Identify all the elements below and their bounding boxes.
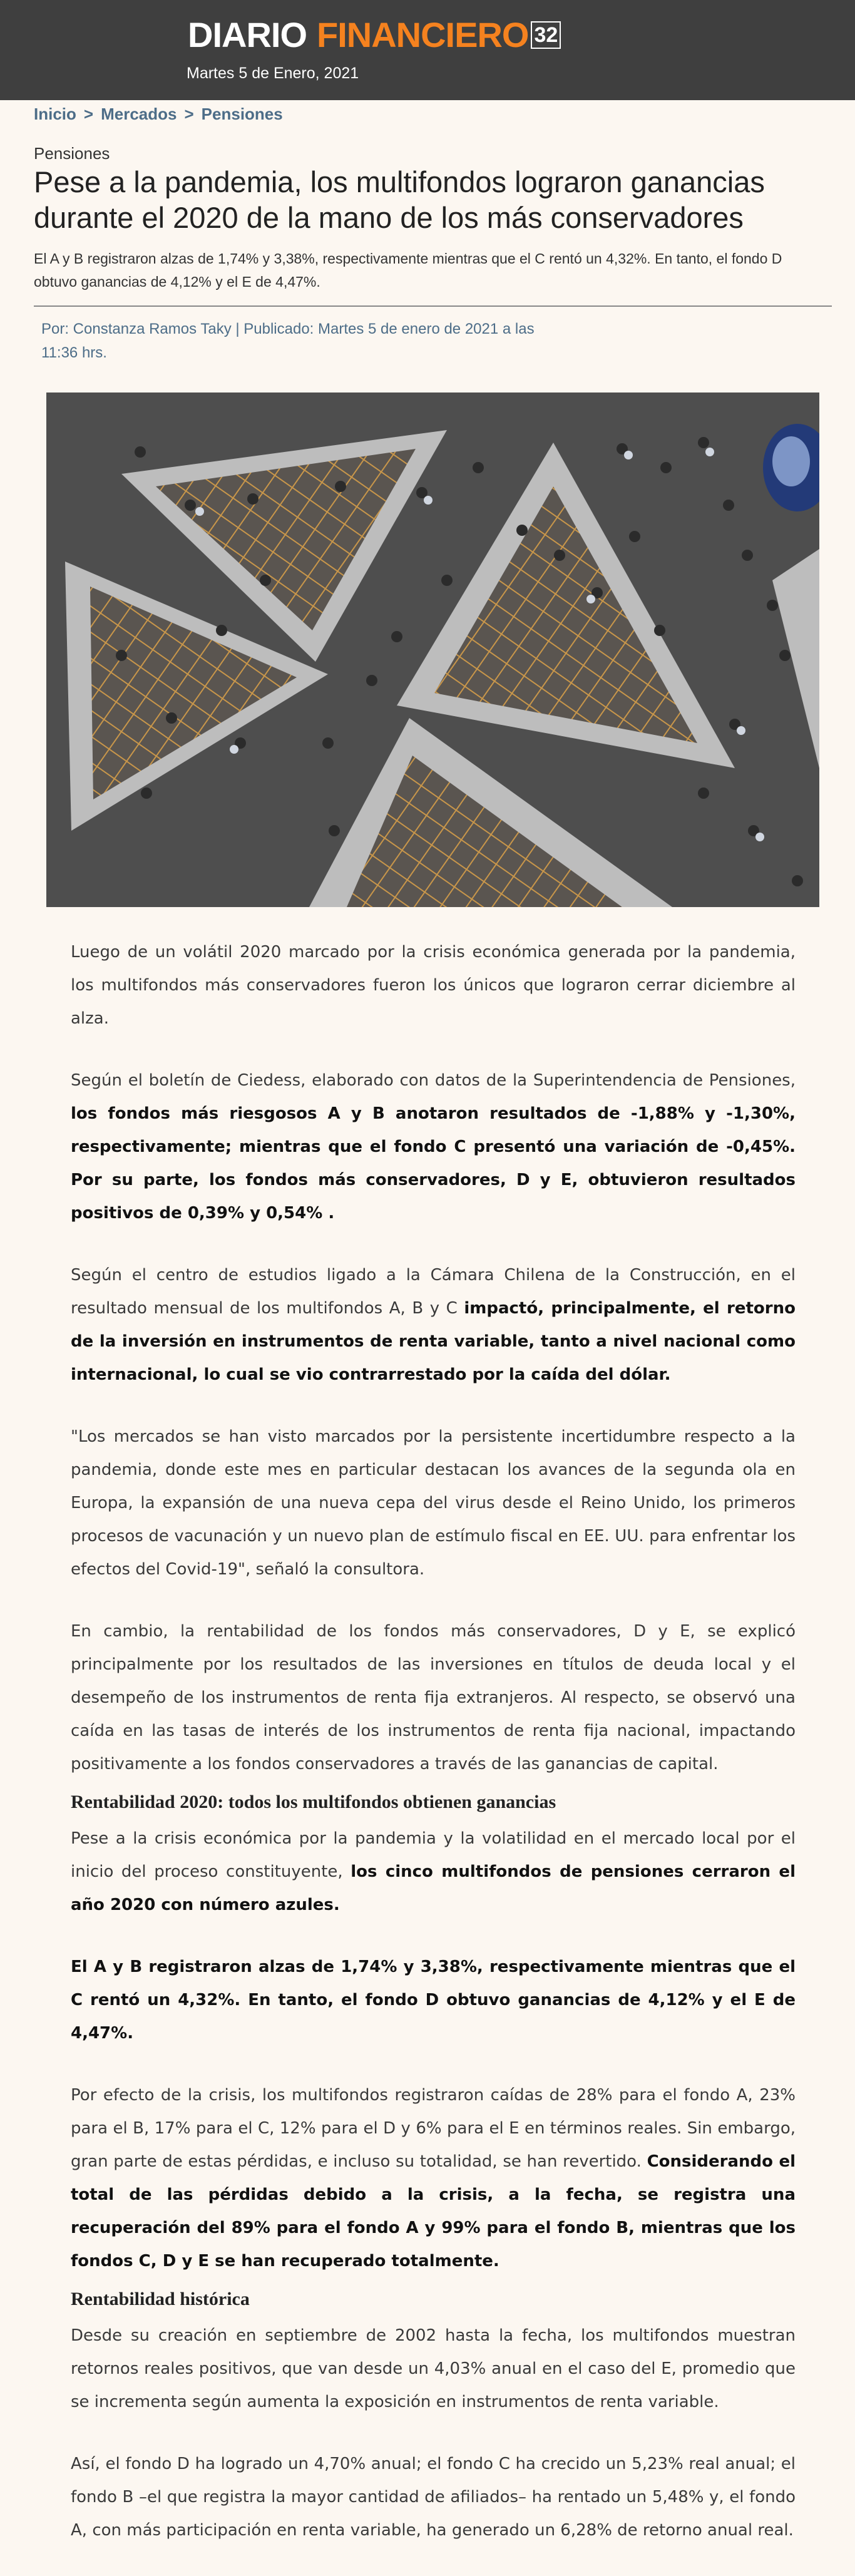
divider (34, 305, 832, 307)
logo-edition-badge: 32 (531, 21, 561, 49)
subheading: Rentabilidad 2020: todos los multifondos obtienen ganancias (71, 1792, 556, 1812)
paragraph: "Los mercados se han visto marcados por la persistente incertidumbre respecto a la pandemia, donde este mes en particular destacan los avances de la segunda ola en Europa, la expansión de una nueva cepa del virus desde el Reino Unido, los primeros procesos de vacunación y un nuevo plan de estímulo fiscal en EE. UU. para enfrentar los efectos del Covid-19", señaló la consultora. (71, 1427, 796, 1579)
paragraph-bold-text: El A y B registraron alzas de 1,74% y 3,38%, respectivamente mientras que el C rentó un 4,32%. En tanto, el fondo D obtuvo ganancias de 4,12% y el E de 4,47%. (71, 1958, 796, 2043)
paragraph-text: Pese a la crisis económica por la pandemia y la volatilidad en el mercado local por el inicio del proceso constituyente, (71, 1829, 796, 1881)
paragraph: Desde su creación en septiembre de 2002 hasta la fecha, los multifondos muestran retornos reales positivos, que van desde un 4,03% anual en el caso del E, promedio que se incrementa según aumenta la exposición en instrumentos de renta variable. (71, 2326, 796, 2411)
breadcrumb-item-pensiones[interactable]: Pensiones (201, 105, 283, 123)
paragraph-bold-text: los cinco multifondos de pensiones cerraron el año 2020 con número azules. (71, 1862, 796, 1914)
paragraph-bold-text: Considerando el total de las pérdidas debido a la crisis, a la fecha, se registra una recuperación del 89% para el fondo A y 99% para el fondo B, mientras que los fondos C, D y E se han recuperado totalmente. (71, 2152, 796, 2271)
paragraph-text: Según el boletín de Ciedess, elaborado con datos de la Superintendencia de Pensiones, (71, 1071, 796, 1090)
paragraph (71, 1259, 796, 1392)
crosswalk-crowd-image (46, 393, 819, 907)
article-byline: Por: Constanza Ramos Taky | Publicado: Martes 5 de enero de 2021 a las 11:36 hrs. (41, 321, 535, 361)
masthead-date: Martes 5 de Enero, 2021 (187, 64, 359, 82)
paragraph: Así, el fondo D ha logrado un 4,70% anual; el fondo C ha crecido un 5,23% real anual; el fondo B –el que registra la mayor cantidad de afiliados– ha rentado un 5,48% y, el fondo A, con más participación en renta variable, ha generado un 6,28% de retorno anual real. (71, 2455, 796, 2540)
article-title: Pese a la pandemia, los multifondos lograron ganancias durante el 2020 de la mano de los más conservadores (34, 165, 765, 234)
breadcrumb-separator: > (184, 105, 194, 123)
paragraph: En cambio, la rentabilidad de los fondos más conservadores, D y E, se explicó principalmente por los resultados de las inversiones en títulos de deuda local y el desempeño de los instrumentos de renta fija extranjeros. Al respecto, se observó una caída en las tasas de interés de los instrumentos de renta fija nacional, impactando positivamente a los fondos conservadores a través de las ganancias de capital. (71, 1622, 796, 1773)
paragraph-bold-text: los fondos más riesgosos A y B anotaron resultados de -1,88% y -1,30%, respectivamente; mientras que el fondo C presentó una variación de -0,45%. Por su parte, los fondos más conservadores, D y E, obtuvieron resultados positivos de 0,39% y 0,54% . (71, 1104, 796, 1223)
article-photo (46, 393, 819, 907)
paragraph-text: Por efecto de la crisis, los multifondos registraron caídas de 28% para el fondo A, 23% para el B, 17% para el C, 12% para el D y 6% para el E en términos reales. Sin embargo, gran parte de estas pérdidas, e incluso su totalidad, se han revertido. (71, 2086, 796, 2171)
breadcrumb-separator: > (83, 105, 94, 123)
paragraph (71, 1822, 796, 1922)
paragraph (71, 1951, 796, 2050)
breadcrumb-item-mercados[interactable]: Mercados (101, 105, 177, 123)
article-body (71, 936, 796, 2576)
section-label[interactable]: Pensiones (34, 144, 110, 163)
paragraph-text: Según el centro de estudios ligado a la Cámara Chilena de la Construcción, en el resultado mensual de los multifondos A, B y C (71, 1266, 796, 1318)
logo-word-diario: DIARIO (188, 15, 307, 54)
breadcrumb (34, 105, 283, 124)
masthead (0, 0, 855, 100)
breadcrumb-item-inicio[interactable]: Inicio (34, 105, 76, 123)
article-summary: El A y B registraron alzas de 1,74% y 3,38%, respectivamente mientras que el C rentó un 4,32%. En tanto, el fondo D obtuvo ganancias de 4,12% y el E de 4,47%. (34, 250, 782, 290)
subheading: Rentabilidad histórica (71, 2289, 250, 2309)
logo-word-financiero: FINANCIERO (317, 15, 529, 54)
paragraph (71, 1064, 796, 1230)
paragraph-bold-text: impactó, principalmente, el retorno de la inversión en instrumentos de renta variable, tanto a nivel nacional como internacional, lo cual se vio contrarrestado por la caída del dólar. (71, 1299, 796, 1384)
site-logo[interactable] (188, 16, 561, 54)
paragraph: Luego de un volátil 2020 marcado por la crisis económica generada por la pandemia, los multifondos más conservadores fueron los únicos que lograron cerrar diciembre al alza. (71, 943, 796, 1028)
paragraph (71, 2079, 796, 2278)
